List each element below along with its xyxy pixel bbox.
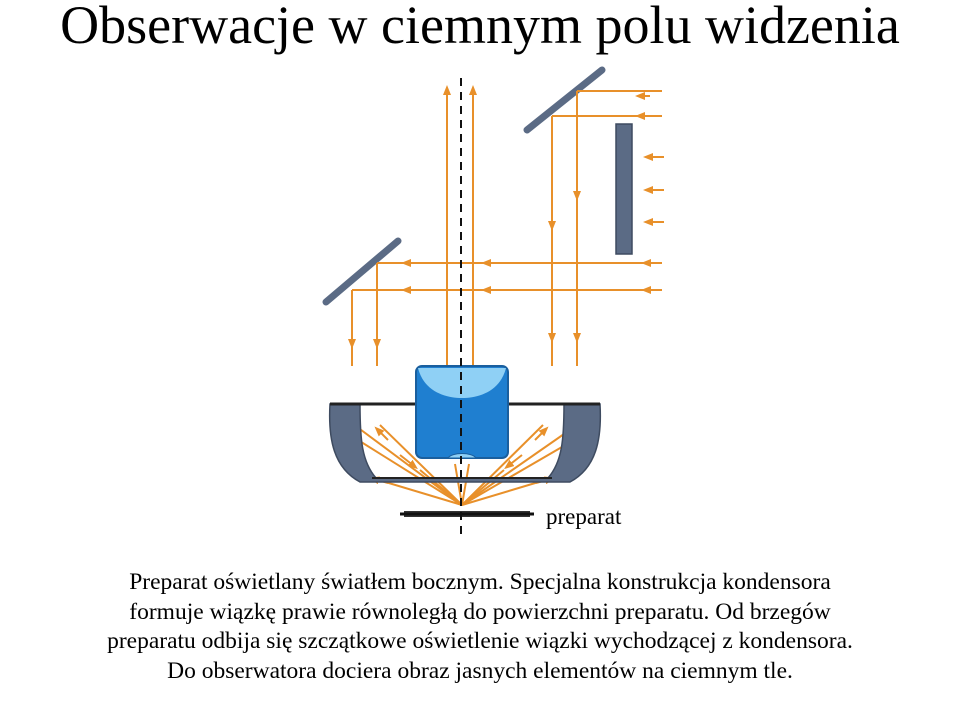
caption-line: formuje wiązkę prawie równoległą do powierzchni preparatu. Od brzegów [129,598,831,625]
caption-line: Preparat oświetlany światłem bocznym. Specjalna konstrukcja kondensora [129,569,831,595]
blocking-plate [616,124,632,254]
caption-line: preparatu odbija się szczątkowe oświetlenie wiązki wychodzącej z kondensora. [107,628,853,654]
caption-line: Do obserwatora dociera obraz jasnych elementów na ciemnym tle. [167,657,793,684]
page-title: Obserwacje w ciemnym polu widzenia [60,0,900,55]
lower-mirror [326,241,398,302]
caption [0,568,960,686]
specimen-label: preparat [546,504,622,529]
upper-mirror [527,70,602,130]
